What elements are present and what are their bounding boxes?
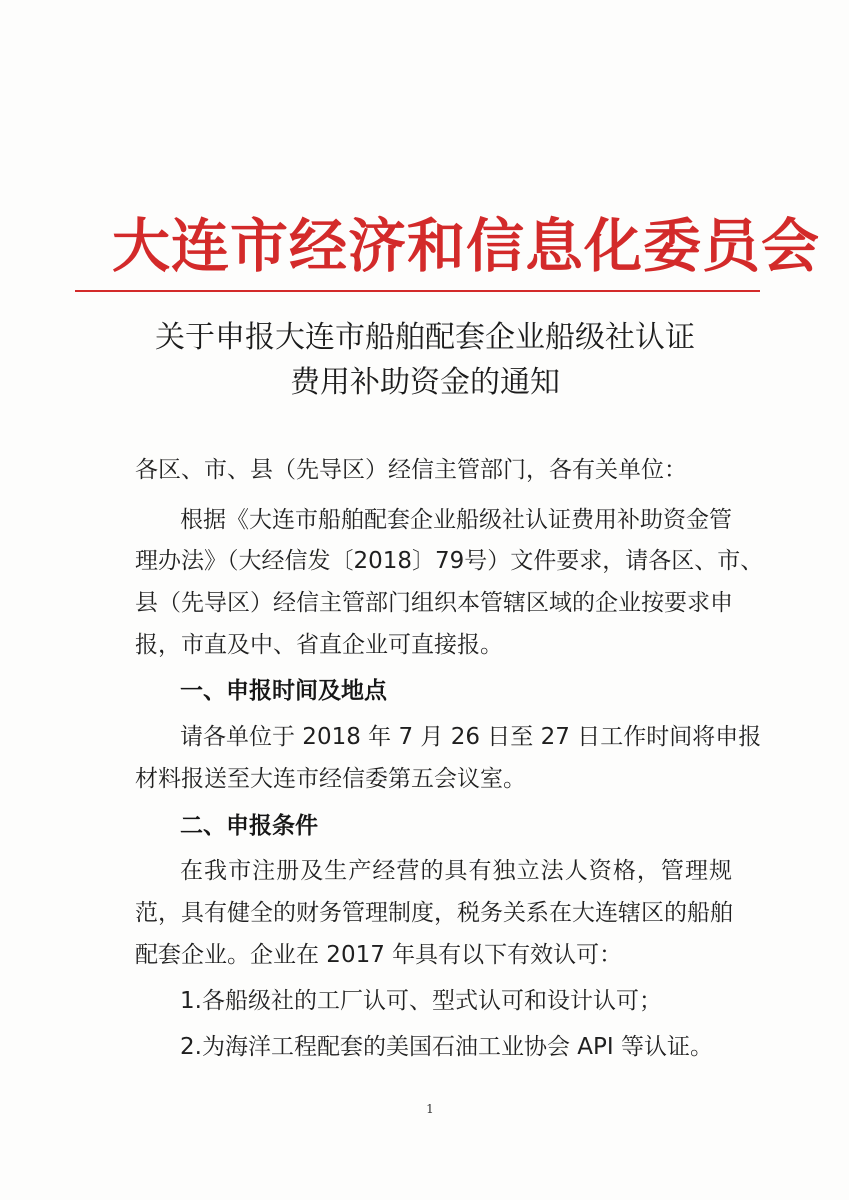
document-title-line-2: 费用补助资金的通知	[290, 365, 560, 400]
paragraph-1-line-2: 理办法》（大经信发〔2018〕79号）文件要求，请各区、市、	[135, 548, 764, 574]
letterhead-organization: 大连市经济和信息化委员会	[112, 212, 821, 280]
section-2-heading: 二、申报条件	[180, 813, 318, 839]
paragraph-1-line-4: 报，市直及中、省直企业可直接报。	[135, 632, 503, 658]
section-2-text-line-3: 配套企业。企业在 2017 年具有以下有效认可：	[135, 942, 623, 968]
paragraph-1-line-3: 县（先导区）经信主管部门组织本管辖区域的企业按要求申	[135, 590, 733, 616]
letterhead-red-rule	[75, 290, 760, 292]
section-1-text-line-1: 请各单位于 2018 年 7 月 26 日至 27 日工作时间将申报	[180, 724, 762, 750]
list-item-1: 1.各船级社的工厂认可、型式认可和设计认可；	[180, 988, 662, 1014]
salutation: 各区、市、县（先导区）经信主管部门，各有关单位：	[135, 457, 687, 483]
section-1-heading: 一、申报时间及地点	[180, 678, 387, 704]
page-number: 1	[426, 1102, 434, 1116]
document-title-line-1: 关于申报大连市船舶配套企业船级社认证	[155, 320, 695, 355]
section-1-text-line-2: 材料报送至大连市经信委第五会议室。	[135, 766, 526, 792]
section-2-text-line-2: 范，具有健全的财务管理制度，税务关系在大连辖区的船舶	[135, 900, 733, 926]
section-2-text-line-1: 在我市注册及生产经营的具有独立法人资格，管理规	[180, 858, 734, 884]
paragraph-1-line-1: 根据《大连市船舶配套企业船级社认证费用补助资金管	[180, 507, 732, 533]
list-item-2: 2.为海洋工程配套的美国石油工业协会 API 等认证。	[180, 1034, 713, 1060]
